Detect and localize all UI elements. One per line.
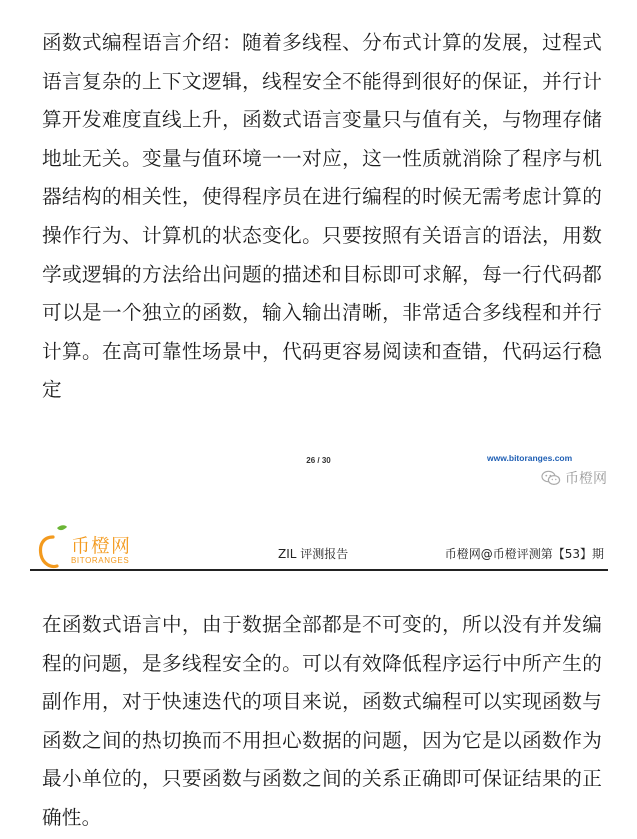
body-paragraph-concurrency: 在函数式语言中，由于数据全部都是不可变的，所以没有并发编程的问题，是多线程安全的。可以有效降低程序运行中所产生的副作用，对于快速迭代的项目来说，函数式编程可以实现函数与函数之间的热切换而不用担心数据的问题，因为它是以函数作为最小单位的，只要函数与函数之间的关系正确即可保证结果的正确性。 <box>42 613 602 829</box>
watermark-text: 币橙网 <box>565 471 607 487</box>
wechat-icon <box>541 470 561 486</box>
orange-logo-icon <box>35 523 71 569</box>
header-divider <box>30 569 608 571</box>
report-title: ZIL 评测报告 <box>278 547 349 561</box>
logo-chinese-name: 币橙网 <box>71 535 132 557</box>
footer-url: www.bitoranges.com <box>487 453 573 463</box>
brand-logo <box>35 523 145 569</box>
page-number: 26 / 30 <box>306 456 331 465</box>
logo-english-name: BITORANGES <box>71 556 130 565</box>
watermark <box>541 468 607 488</box>
report-header <box>30 523 608 571</box>
body-paragraph-functional-intro: 函数式编程语言介绍：随着多线程、分布式计算的发展，过程式语言复杂的上下文逻辑，线程安全不能得到很好的保证，并行计算开发难度直线上升，函数式语言变量只与值有关，与物理存储地址无关。变量与值环境一一对应，这一性质就消除了程序与机器结构的相关性，使得程序员在进行编程的时候无需考虑计算的操作行为、计算机的状态变化。只要按照有关语言的语法，用数学或逻辑的方法给出问题的描述和目标即可求解，每一行代码都可以是一个独立的函数，输入输出清晰，非常适合多线程和并行计算。在高可靠性场景中，代码更容易阅读和查错，代码运行稳定 <box>42 31 602 402</box>
report-issue: 币橙网@币橙评测第【53】期 <box>444 547 604 561</box>
